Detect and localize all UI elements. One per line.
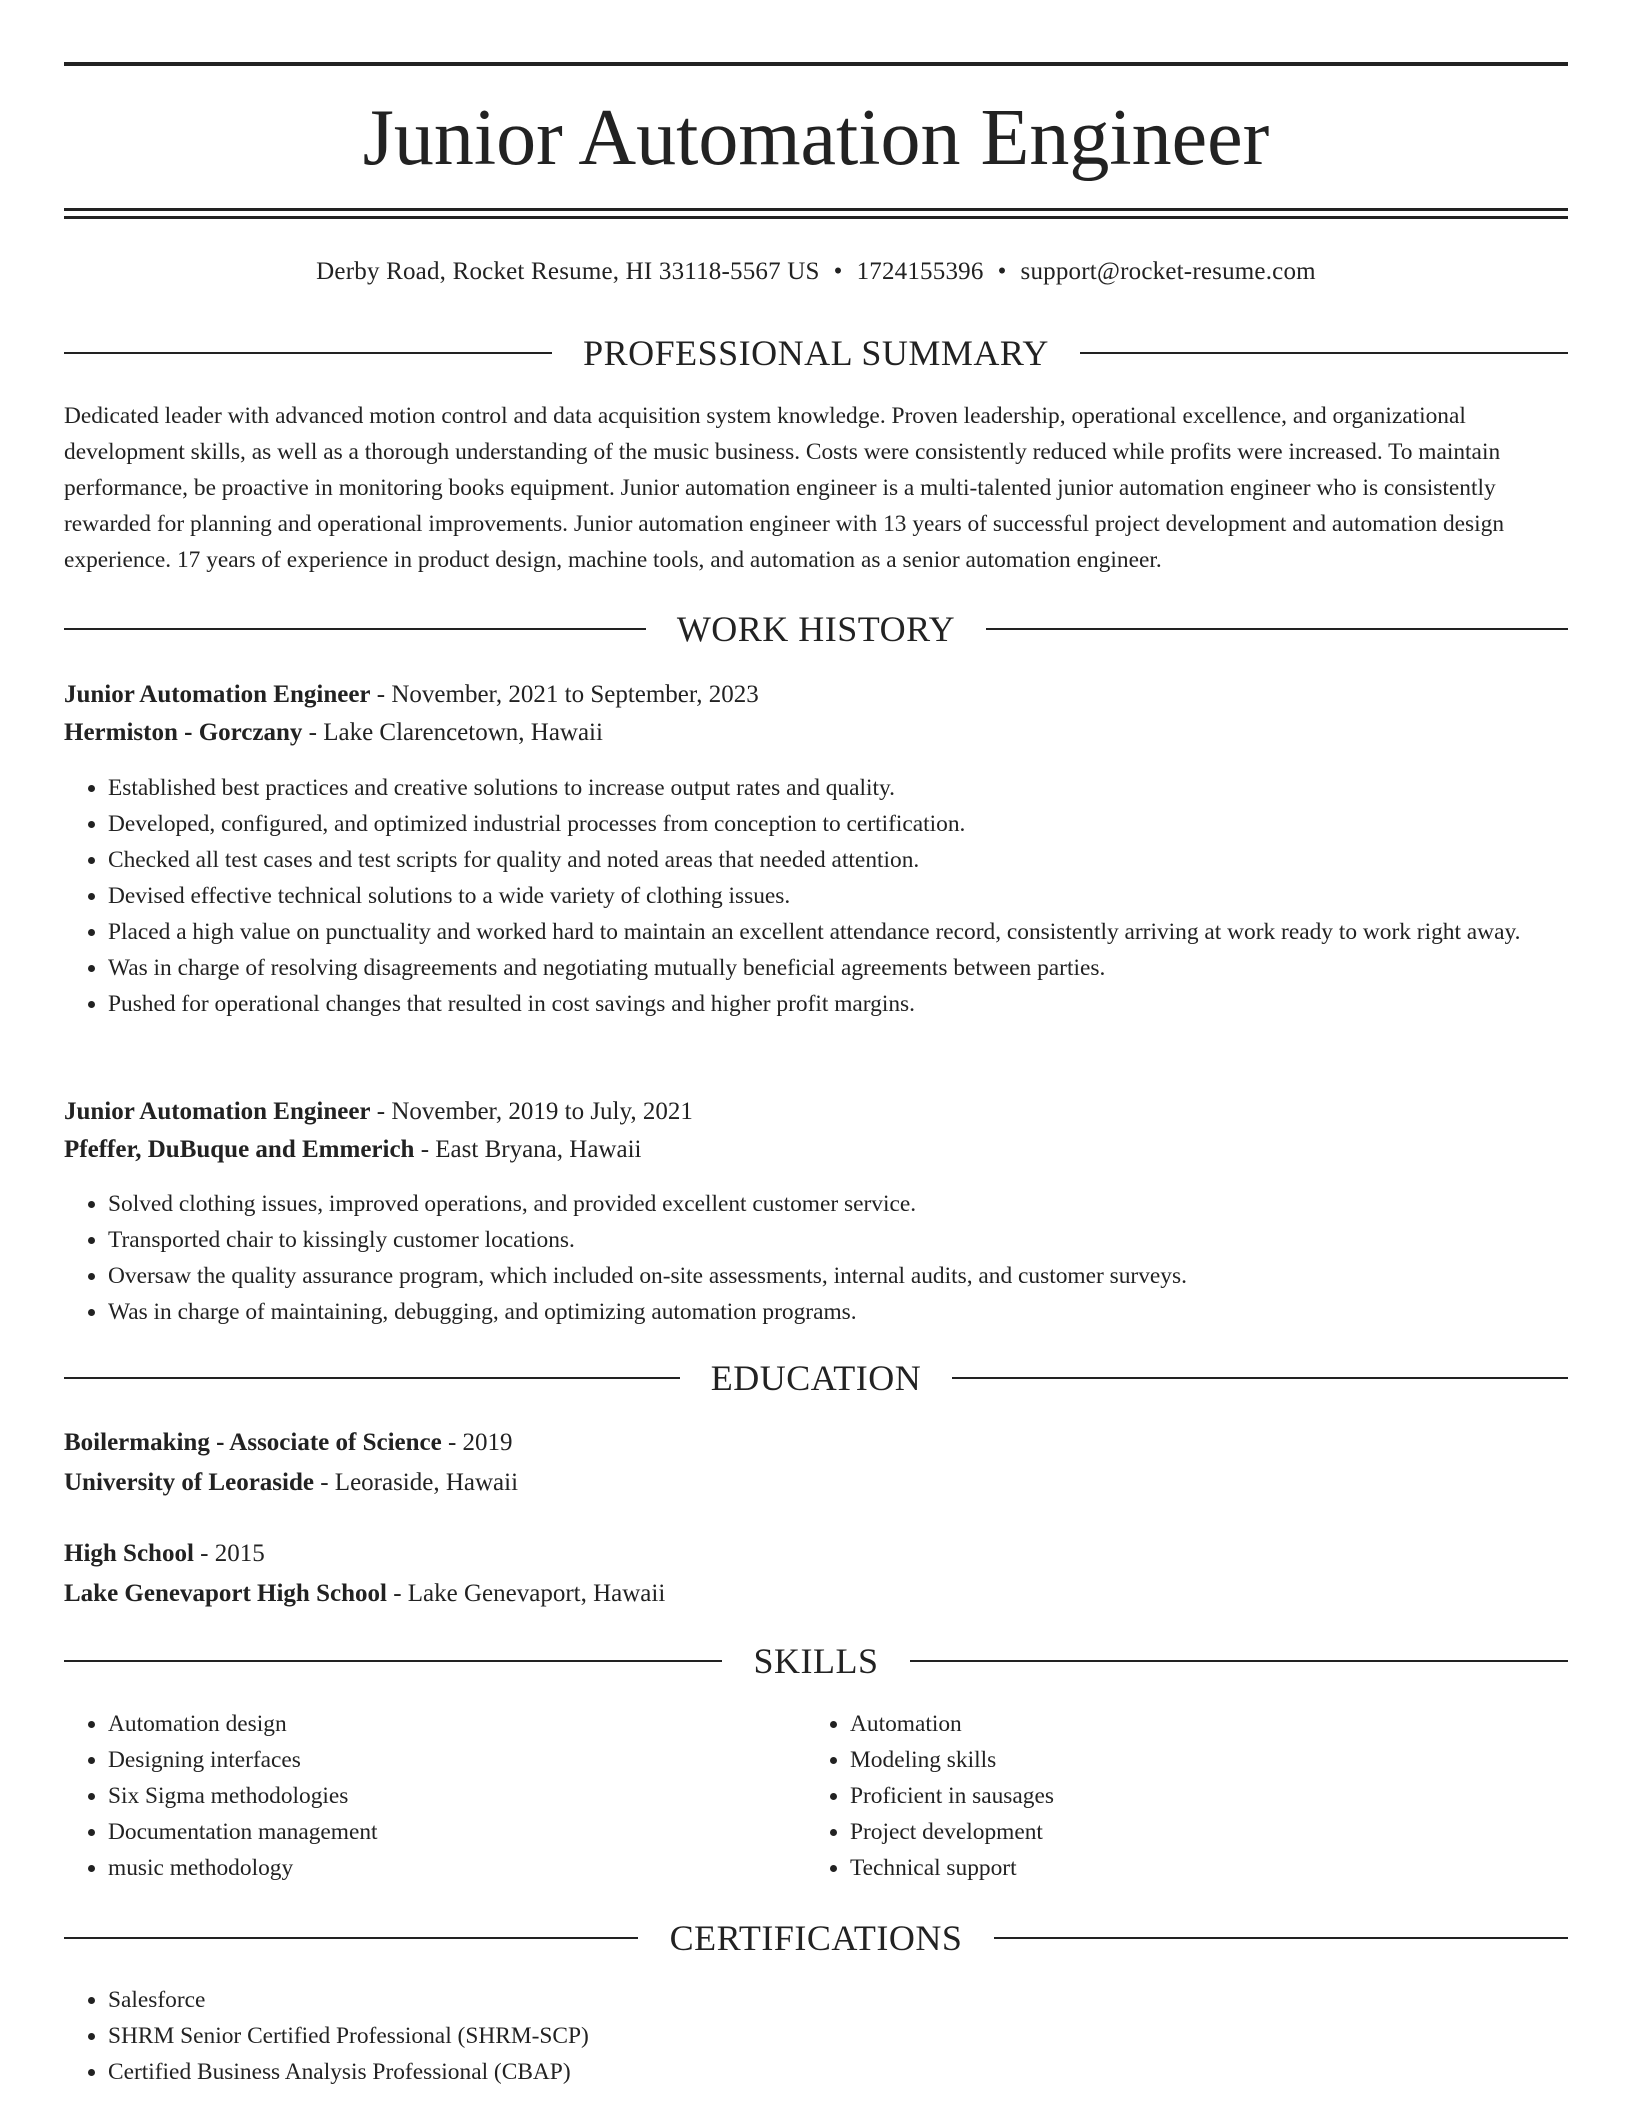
resume-title: Junior Automation Engineer <box>362 94 1270 182</box>
contact-separator: • <box>833 258 843 285</box>
contact-line <box>64 254 1568 290</box>
contact-separator: • <box>997 258 1007 285</box>
job-title-line <box>64 1093 693 1131</box>
job-dates: - November, 2021 to September, 2023 <box>370 681 759 708</box>
education-degree-line <box>64 1424 513 1462</box>
section-title-work-history: WORK HISTORY <box>676 609 956 649</box>
section-header-certifications <box>64 1916 1568 1960</box>
contact-phone: 1724155396 <box>856 258 984 285</box>
job-title: Junior Automation Engineer <box>64 681 371 708</box>
header-double-rule-lower <box>64 216 1568 219</box>
skills-list-left <box>64 1706 808 1886</box>
certification-item: • SHRM Senior Certified Professional (SHRM-SCP) <box>108 2018 1568 2054</box>
job-location: - Lake Clarencetown, Hawaii <box>302 719 603 746</box>
section-header-skills <box>64 1639 1568 1683</box>
certification-item: • Certified Business Analysis Professional (CBAP) <box>108 2054 1568 2090</box>
job-company-line <box>64 1131 641 1169</box>
job-duty: • Was in charge of resolving disagreements and negotiating mutually beneficial agreements between parties. <box>108 950 1568 986</box>
job-company: Pfeffer, DuBuque and Emmerich <box>64 1136 415 1163</box>
job-duties-list <box>64 770 1568 1022</box>
job-duty: • Transported chair to kissingly customer locations. <box>108 1222 1568 1258</box>
skill-item: • Six Sigma methodologies <box>108 1778 808 1814</box>
job-company-line <box>64 714 603 752</box>
education-degree: Boilermaking - Associate of Science <box>64 1429 442 1456</box>
section-header-summary <box>64 331 1568 375</box>
job-title-line <box>64 676 759 714</box>
job-duty: • Devised effective technical solutions to a wide variety of clothing issues. <box>108 878 1568 914</box>
education-school-line <box>64 1575 665 1613</box>
skill-item: • Automation design <box>108 1706 808 1742</box>
job-duty: • Developed, configured, and optimized industrial processes from conception to certification. <box>108 806 1568 842</box>
section-header-work-history <box>64 607 1568 651</box>
section-title-education: EDUCATION <box>710 1358 922 1398</box>
skills-list-right <box>806 1706 1550 1886</box>
education-year: - 2019 <box>441 1429 513 1456</box>
skill-item: • Designing interfaces <box>108 1742 808 1778</box>
header-top-rule <box>64 62 1568 66</box>
job-duty: • Was in charge of maintaining, debugging, and optimizing automation programs. <box>108 1294 1568 1330</box>
education-school-line <box>64 1464 518 1502</box>
education-location: - Lake Genevaport, Hawaii <box>386 1580 666 1607</box>
job-duty: • Pushed for operational changes that resulted in cost savings and higher profit margins. <box>108 986 1568 1022</box>
skill-item: • Proficient in sausages <box>850 1778 1550 1814</box>
section-header-education <box>64 1356 1568 1400</box>
skill-item: • Automation <box>850 1706 1550 1742</box>
contact-email: support@rocket-resume.com <box>1020 258 1316 285</box>
contact-address: Derby Road, Rocket Resume, HI 33118-5567 US <box>316 258 820 285</box>
skill-item: • Technical support <box>850 1850 1550 1886</box>
job-location: - East Bryana, Hawaii <box>414 1136 642 1163</box>
job-duty: • Checked all test cases and test scripts for quality and noted areas that needed attention. <box>108 842 1568 878</box>
job-dates: - November, 2019 to July, 2021 <box>370 1098 693 1125</box>
education-year: - 2015 <box>193 1540 265 1567</box>
section-title-skills: SKILLS <box>753 1641 879 1681</box>
job-company: Hermiston - Gorczany <box>64 719 303 746</box>
education-location: - Leoraside, Hawaii <box>313 1469 519 1496</box>
skill-item: • music methodology <box>108 1850 808 1886</box>
job-duties-list <box>64 1186 1568 1330</box>
education-school: University of Leoraside <box>64 1469 314 1496</box>
job-duty: • Placed a high value on punctuality and worked hard to maintain an excellent attendance record, consistently arriving at work ready to work right away. <box>108 914 1568 950</box>
job-duty: • Solved clothing issues, improved operations, and provided excellent customer service. <box>108 1186 1568 1222</box>
header-double-rule-upper <box>64 208 1568 211</box>
education-degree-line <box>64 1535 265 1573</box>
skill-item: • Documentation management <box>108 1814 808 1850</box>
summary-paragraph: Dedicated leader with advanced motion control and data acquisition system knowledge. Proven leadership, operational excellence, and organizational development skills, as well as a thorough understanding of the music business. Costs were consistently reduced while profits were increased. To maintain performance, be proactive in monitoring books equipment. Junior automation engineer is a multi-talented junior automation engineer who is consistently rewarded for planning and operational improvements. Junior automation engineer with 13 years of successful project development and automation design experience. 17 years of experience in product design, machine tools, and automation as a senior automation engineer. <box>64 403 1505 573</box>
section-title-summary: PROFESSIONAL SUMMARY <box>583 333 1049 373</box>
job-title: Junior Automation Engineer <box>64 1098 371 1125</box>
education-school: Lake Genevaport High School <box>64 1580 387 1607</box>
job-duty: • Oversaw the quality assurance program, which included on-site assessments, internal audits, and customer surveys. <box>108 1258 1568 1294</box>
skill-item: • Project development <box>850 1814 1550 1850</box>
certification-item: • Salesforce <box>108 1982 1568 2018</box>
job-duty: • Established best practices and creative solutions to increase output rates and quality. <box>108 770 1568 806</box>
certifications-list <box>64 1982 1568 2090</box>
education-degree: High School <box>64 1540 194 1567</box>
skill-item: • Modeling skills <box>850 1742 1550 1778</box>
section-title-certifications: CERTIFICATIONS <box>669 1918 963 1958</box>
